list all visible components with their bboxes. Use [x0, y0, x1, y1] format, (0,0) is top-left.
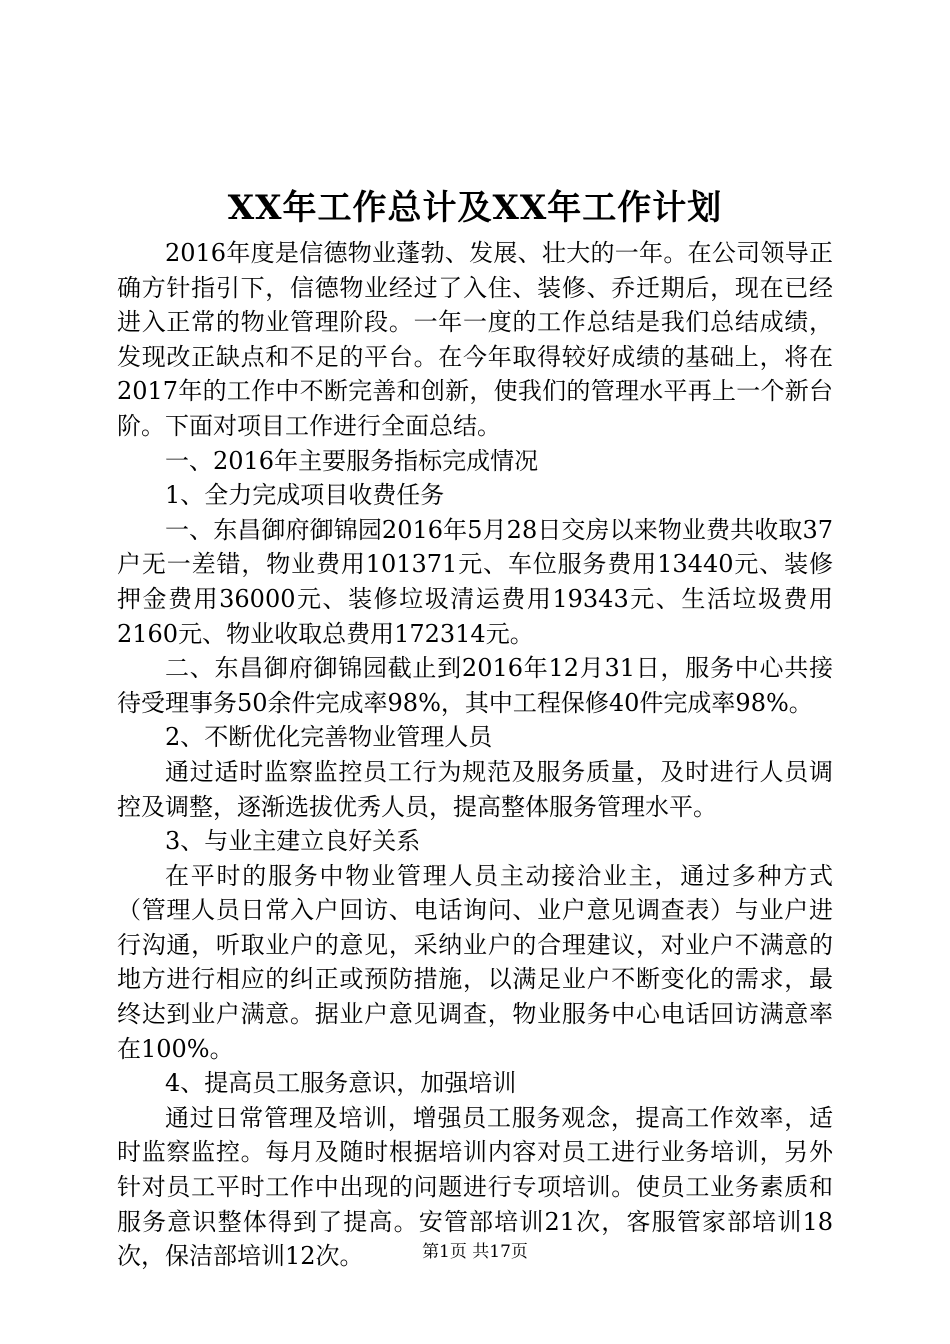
document-body	[117, 236, 833, 1274]
document-title: XX年工作总计及XX年工作计划	[227, 188, 723, 228]
intro-paragraph: 2016年度是信德物业蓬勃、发展、壮大的一年。在公司领导正确方针指引下，信德物业经过了入住、装修、乔迁期后，现在已经进入正常的物业管理阶段。一年一度的工作总结是我们总结成绩，发现改正缺点和不足的平台。在今年取得较好成绩的基础上，将在2017年的工作中不断完善和创新，使我们的管理水平再上一个新台阶。下面对项目工作进行全面总结。	[117, 239, 833, 440]
subsection-heading-2: 2、不断优化完善物业管理人员	[165, 723, 493, 752]
training-paragraph: 通过日常管理及培训，增强员工服务观念，提高工作效率，适时监察监控。每月及随时根据培训内容对员工进行业务培训，另外针对员工平时工作中出现的问题进行专项培训。使员工业务素质和服务意识整体得到了提高。安管部培训21次，客服管家部培训18次，保洁部培训12次。	[117, 1103, 833, 1271]
staff-optimization-paragraph: 通过适时监察监控员工行为规范及服务质量，及时进行人员调控及调整，逐渐选拔优秀人员，提高整体服务管理水平。	[117, 757, 833, 821]
fee-collection-paragraph: 一、东昌御府御锦园2016年5月28日交房以来物业费共收取37户无一差错，物业费用101371元、车位服务费用13440元、装修押金费用36000元、装修垃圾清运费用19343元、生活垃圾费用2160元、物业收取总费用172314元。	[117, 515, 833, 648]
service-center-paragraph: 二、东昌御府御锦园截止到2016年12月31日，服务中心共接待受理事务50余件完成率98%，其中工程保修40件完成率98%。	[117, 654, 833, 717]
page-footer: 第1页 共17页	[422, 1242, 528, 1262]
section-heading-1: 一、2016年主要服务指标完成情况	[165, 446, 539, 475]
subsection-heading-3: 3、与业主建立良好关系	[165, 827, 421, 856]
subsection-heading-1: 1、全力完成项目收费任务	[165, 481, 445, 510]
owner-relations-paragraph: 在平时的服务中物业管理人员主动接洽业主，通过多种方式（管理人员日常入户回访、电话询问、业户意见调查表）与业户进行沟通，听取业户的意见，采纳业户的合理建议，对业户不满意的地方进行相应的纠正或预防措施，以满足业户不断变化的需求，最终达到业户满意。据业户意见调查，物业服务中心电话回访满意率在100%。	[117, 861, 833, 1063]
subsection-heading-4: 4、提高员工服务意识，加强培训	[165, 1069, 517, 1098]
